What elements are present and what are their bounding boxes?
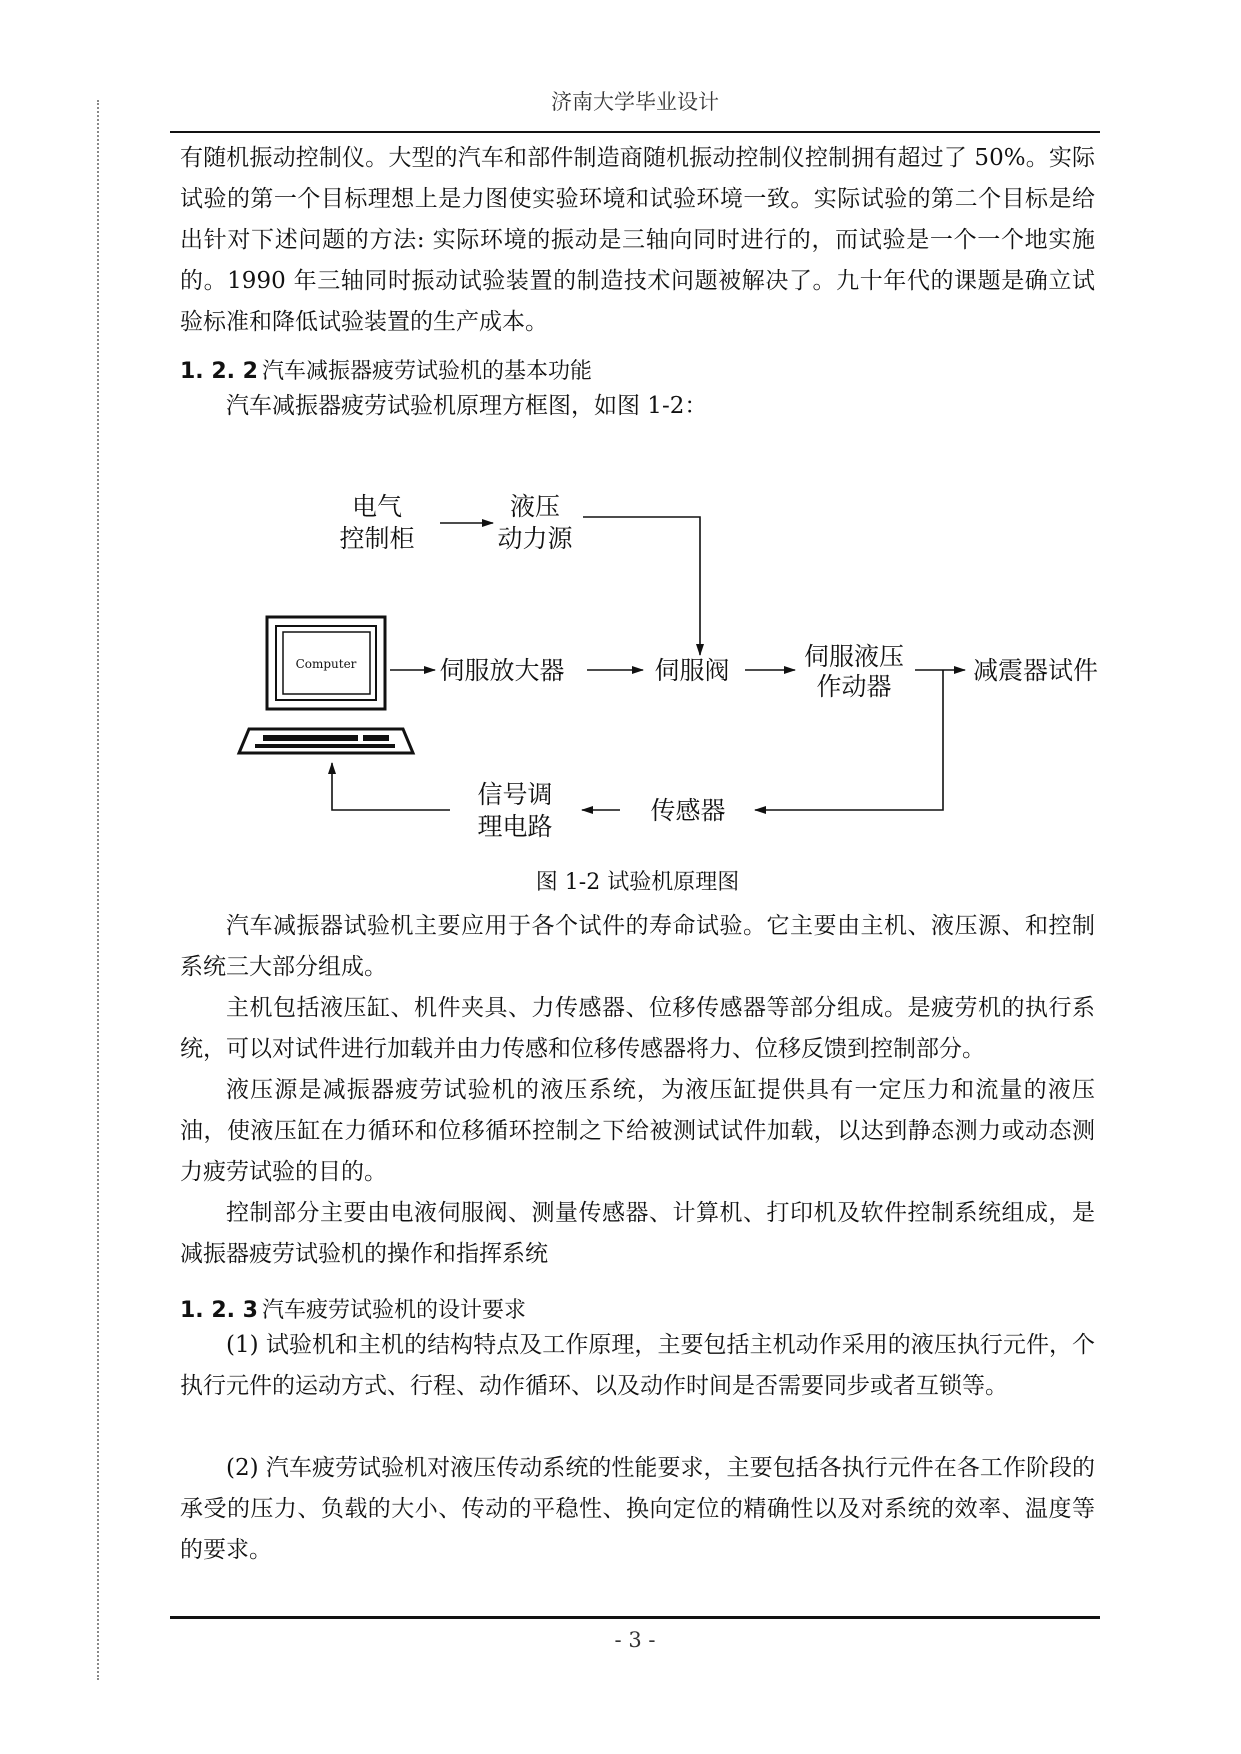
paragraph-requirement-2: (2) 汽车疲劳试验机对液压传动系统的性能要求，主要包括各执行元件在各工作阶段的承受的压力、负载的大小、传动的平稳性、换向定位的精确性以及对系统的效率、温度等的要求。	[180, 1455, 1095, 1563]
electric-cabinet-label-1: 电气	[351, 492, 403, 521]
header-rule	[170, 131, 1100, 133]
section-title: 汽车疲劳试验机的设计要求	[261, 1298, 526, 1323]
computer-label: Computer	[295, 657, 357, 671]
damper-specimen-label: 减震器试件	[973, 656, 1099, 685]
servo-valve-label: 伺服阀	[654, 656, 730, 685]
paragraph-control-part: 控制部分主要由电液伺服阀、测量传感器、计算机、打印机及软件控制系统组成，是减振器疲劳试验机的操作和指挥系统	[180, 1200, 1095, 1267]
hydraulic-source-label-1: 液压	[509, 492, 561, 521]
signal-conditioning-label-2: 理电路	[477, 812, 553, 841]
hydraulic-source-label-2: 动力源	[497, 524, 573, 553]
arrow-source-to-valve	[583, 517, 700, 655]
sensor-label: 传感器	[650, 796, 726, 825]
electric-cabinet-label-2: 控制柜	[339, 524, 415, 553]
paragraph-requirement-1: (1) 试验机和主机的结构特点及工作原理，主要包括主机动作采用的液压执行元件，个执行元件的运动方式、行程、动作循环、以及动作时间是否需要同步或者互锁等。	[180, 1332, 1095, 1399]
servo-actuator-label-2: 作动器	[816, 672, 892, 701]
signal-conditioning-label-1: 信号调	[477, 780, 553, 809]
section-number: 1. 2. 2	[180, 359, 258, 384]
computer-icon	[239, 617, 413, 753]
page-header: 济南大学毕业设计	[551, 90, 719, 114]
page-number: - 3 -	[614, 1628, 656, 1652]
principle-block-diagram	[225, 485, 1150, 860]
servo-actuator-label-1: 伺服液压	[803, 642, 905, 671]
servo-amplifier-label: 伺服放大器	[439, 656, 565, 685]
binding-margin-line	[97, 100, 99, 1680]
paragraph-main-parts: 汽车减振器试验机主要应用于各个试件的寿命试验。它主要由主机、液压源、和控制系统三大部分组成。	[180, 913, 1095, 980]
arrow-conditioning-to-computer	[332, 763, 450, 810]
section-title: 汽车减振器疲劳试验机的基本功能	[261, 359, 592, 384]
paragraph-hydraulic-source: 液压源是减振器疲劳试验机的液压系统，为液压缸提供具有一定压力和流量的液压油，使液压缸在力循环和位移循环控制之下给被测试试件加载，以达到静态测力或动态测力疲劳试验的目的。	[180, 1077, 1095, 1185]
section-number: 1. 2. 3	[180, 1298, 258, 1323]
paragraph-host-machine: 主机包括液压缸、机件夹具、力传感器、位移传感器等部分组成。是疲劳机的执行系统，可以对试件进行加载并由力传感和位移传感器将力、位移反馈到控制部分。	[180, 995, 1095, 1062]
paragraph-diagram-intro: 汽车减振器疲劳试验机原理方框图，如图 1-2：	[226, 393, 708, 419]
section-heading-1-2-2	[180, 357, 1080, 387]
section-heading-1-2-3	[180, 1296, 1080, 1326]
figure-caption: 图 1-2 试验机原理图	[535, 870, 740, 895]
paragraph-intro: 有随机振动控制仪。大型的汽车和部件制造商随机振动控制仪控制拥有超过了 50%。实际试验的第一个目标理想上是力图使实验环境和试验环境一致。实际试验的第二个目标是给出针对下述问题的方法: 实际环境的振动是三轴向同时进行的，而试验是一个一个地实施的。1990 年三轴同时振动试验装置的制造技术问题被解决了。九十年代的课题是确立试验标准和降低试验装置的生产成本。	[180, 145, 1095, 335]
footer-rule	[170, 1616, 1100, 1619]
